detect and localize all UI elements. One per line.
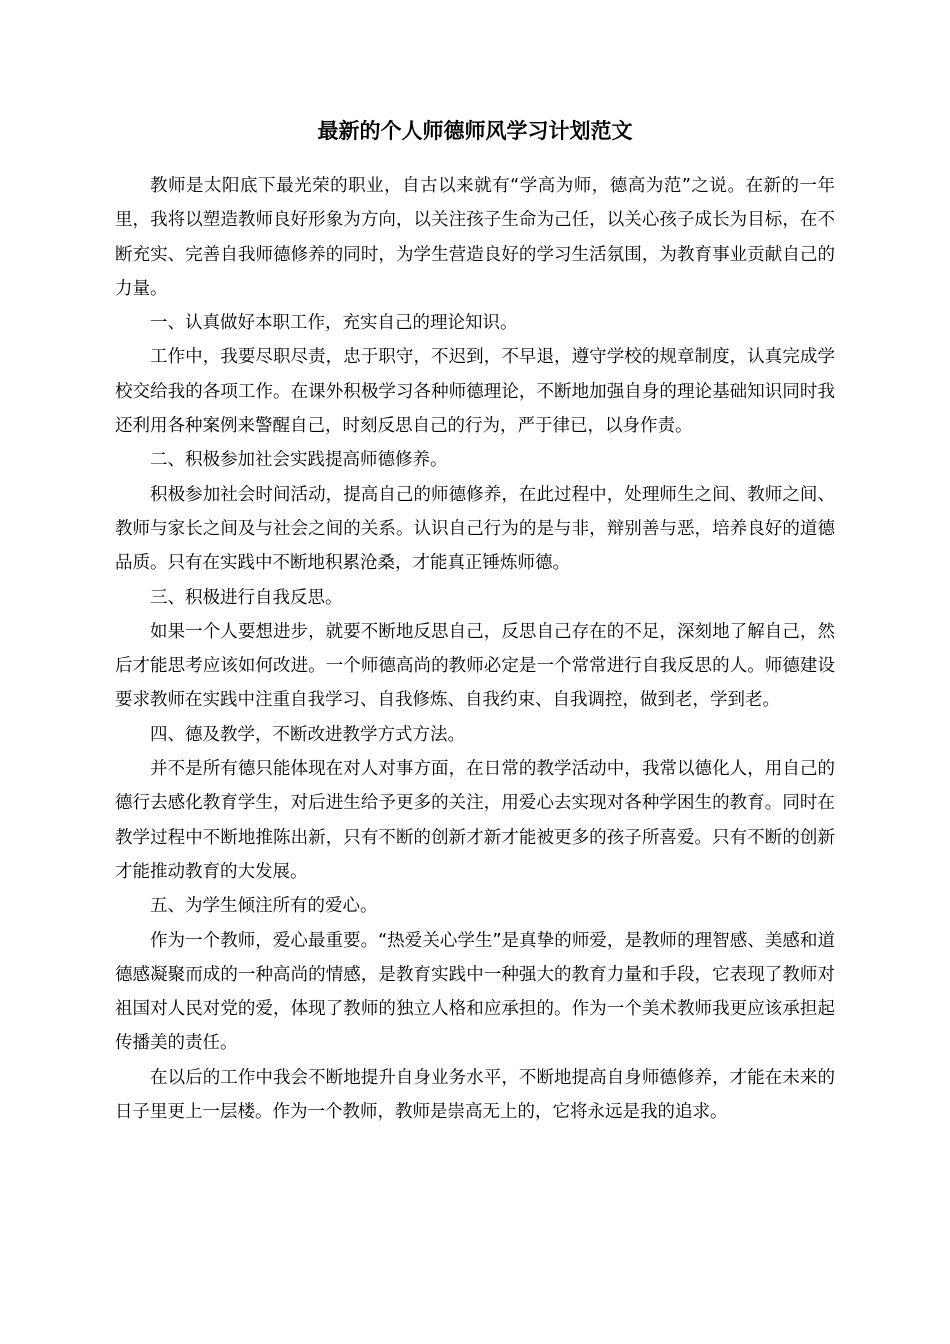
section-heading-1: 一、认真做好本职工作，充实自己的理论知识。 — [150, 313, 518, 334]
section-5-paragraph: 作为一个教师，爱心最重要。“热爱关心学生”是真挚的师爱，是教师的理智感、美感和道德感凝聚而成的一种高尚的情感，是教育实践中一种强大的教育力量和手段，它表现了教师对祖国对人民对党的爱，体现了教师的独立人格和应承担的。作为一个美术教师我更应该承担起传播美的责任。 — [115, 930, 835, 1054]
section-1-paragraph: 工作中，我要尽职尽责，忠于职守，不迟到，不早退，遵守学校的规章制度，认真完成学校交给我的各项工作。在课外积极学习各种师德理论，不断地加强自身的理论基础知识同时我还利用各种案例来警醒自己，时刻反思自己的行为，严于律已，以身作责。 — [115, 347, 835, 437]
section-heading-2: 二、积极参加社会实践提高师德修养。 — [150, 450, 448, 471]
closing-paragraph: 在以后的工作中我会不断地提升自身业务水平，不断地提高自身师德修养，才能在未来的日子里更上一层楼。作为一个教师，教师是崇高无上的，它将永远是我的追求。 — [115, 1067, 835, 1123]
document-body — [115, 169, 835, 1129]
section-2-paragraph: 积极参加社会时间活动，提高自己的师德修养，在此过程中，处理师生之间、教师之间、教师与家长之间及与社会之间的关系。认识自己行为的是与非，辩别善与恶，培养良好的道德品质。只有在实践中不断地积累沧桑，才能真正锤炼师德。 — [115, 484, 835, 574]
section-3-paragraph: 如果一个人要想进步，就要不断地反思自己，反思自己存在的不足，深刻地了解自己，然后才能思考应该如何改进。一个师德高尚的教师必定是一个常常进行自我反思的人。师德建设要求教师在实践中注重自我学习、自我修炼、自我约束、自我调控，做到老，学到老。 — [115, 621, 835, 711]
section-4-paragraph: 并不是所有德只能体现在对人对事方面，在日常的教学活动中，我常以德化人，用自己的德行去感化教育学生，对后进生给予更多的关注，用爱心去实现对各种学困生的教育。同时在教学过程中不断地推陈出新，只有不断的创新才新才能被更多的孩子所喜爱。只有不断的创新才能推动教育的大发展。 — [115, 759, 835, 882]
section-heading-4: 四、德及教学，不断改进教学方式方法。 — [150, 724, 465, 745]
intro-paragraph: 教师是太阳底下最光荣的职业，自古以来就有“学高为师，德高为范”之说。在新的一年里，我将以塑造教师良好形象为方向，以关注孩子生命为己任，以关心孩子成长为目标，在不断充实、完善自我师德修养的同时，为学生营造良好的学习生活氛围，为教育事业贡献自己的力量。 — [115, 176, 835, 299]
section-heading-3: 三、积极进行自我反思。 — [150, 587, 343, 608]
document-title: 最新的个人师德师风学习计划范文 — [317, 119, 633, 143]
section-heading-5: 五、为学生倾注所有的爱心。 — [150, 896, 378, 917]
